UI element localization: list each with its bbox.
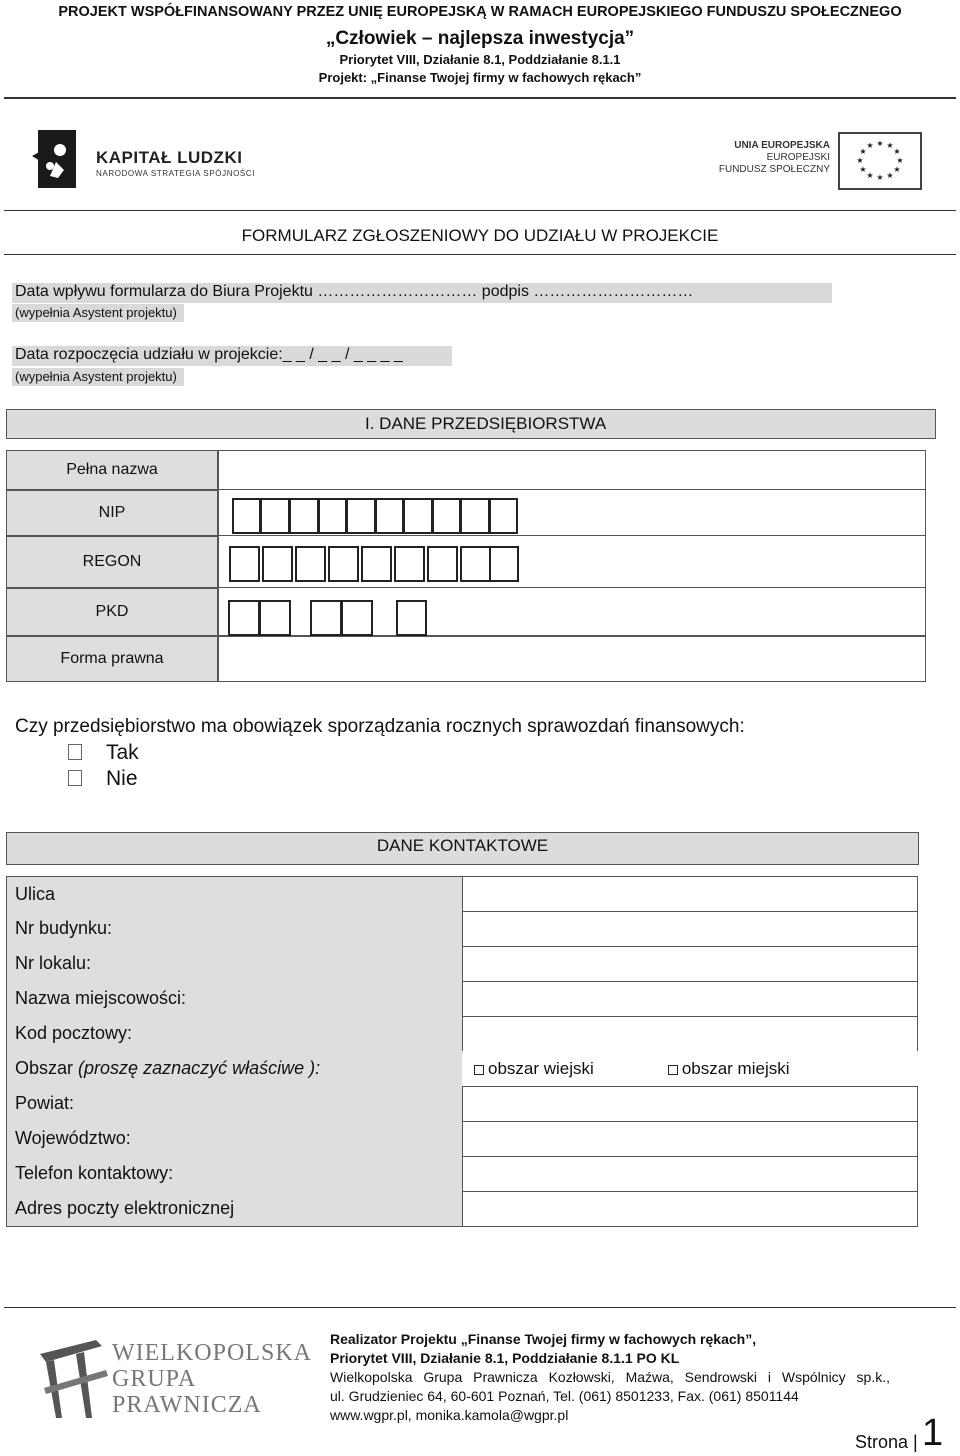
phone-field[interactable] — [462, 1156, 918, 1192]
regon-digit-box[interactable] — [361, 546, 392, 582]
contact-row-phone — [6, 1156, 918, 1192]
label-apartment-no: Nr lokalu: — [6, 946, 462, 982]
legal-form-field[interactable] — [218, 636, 926, 682]
contact-row-building — [6, 911, 918, 947]
nip-digit-box[interactable] — [260, 498, 290, 534]
label-pkd: PKD — [6, 588, 218, 636]
nip-digit-box[interactable] — [489, 498, 518, 534]
logos-divider — [4, 210, 956, 211]
footer-info — [330, 1330, 890, 1425]
contact-row-city — [6, 981, 918, 1017]
svg-text:★: ★ — [886, 171, 894, 180]
financial-report-question: Czy przedsiębiorstwo ma obowiązek sporządzania rocznych sprawozdań finansowych: — [15, 716, 745, 737]
label-district: Powiat: — [6, 1086, 462, 1122]
contact-row-district — [6, 1086, 918, 1122]
checkbox-rural[interactable] — [474, 1065, 484, 1075]
option-tak[interactable]: Tak — [68, 744, 82, 765]
regon-digit-box[interactable] — [460, 546, 491, 582]
district-field[interactable] — [462, 1086, 918, 1122]
option-nie[interactable]: Nie — [68, 770, 82, 791]
nip-digit-box[interactable] — [346, 498, 376, 534]
full-name-field[interactable] — [218, 450, 926, 490]
receipt-note: (wypełnia Asystent projektu) — [15, 305, 177, 320]
svg-text:★: ★ — [859, 165, 867, 174]
eu-line1: UNIA EUROPEJSKA — [734, 140, 830, 151]
start-note: (wypełnia Asystent projektu) — [15, 369, 177, 384]
svg-text:★: ★ — [886, 141, 894, 150]
label-city: Nazwa miejscowości: — [6, 981, 462, 1017]
contact-row-area — [6, 1051, 918, 1087]
receipt-date-line[interactable]: Data wpływu formularza do Biura Projektu ………………………… podpis ………………………… — [15, 283, 694, 300]
contact-row-email — [6, 1191, 918, 1227]
eu-text — [690, 140, 830, 176]
contact-row-apartment — [6, 946, 918, 982]
label-email: Adres poczty elektronicznej — [6, 1191, 462, 1227]
footer-line5: www.wgpr.pl, monika.kamola@wgpr.pl — [330, 1407, 569, 1423]
company-section-header — [6, 409, 936, 439]
regon-digit-box[interactable] — [262, 546, 293, 582]
kl-title: KAPITAŁ LUDZKI — [96, 148, 243, 167]
svg-text:★: ★ — [896, 156, 904, 165]
apartment-no-field[interactable] — [462, 946, 918, 982]
label-full-name: Pełna nazwa — [6, 450, 218, 490]
wgp-logo-icon — [36, 1332, 116, 1420]
contact-row-street — [6, 876, 918, 912]
footer-divider — [4, 1307, 956, 1308]
pkd-digit-box[interactable] — [310, 600, 342, 636]
label-regon: REGON — [6, 536, 218, 588]
checkbox-urban[interactable] — [668, 1065, 678, 1075]
regon-digit-box[interactable] — [427, 546, 458, 582]
contact-section-title: DANE KONTAKTOWE — [376, 836, 549, 855]
start-date-line[interactable]: Data rozpoczęcia udziału w projekcie:_ _ / _ _ / _ _ _ _ — [15, 346, 403, 363]
street-field[interactable] — [462, 876, 918, 912]
svg-text:★: ★ — [866, 141, 874, 150]
project-funding-title: PROJEKT WSPÓŁFINANSOWANY PRZEZ UNIĘ EUROPEJSKĄ W RAMACH EUROPEJSKIEGO FUNDUSZU SPOŁECZNEGO — [58, 4, 902, 20]
contact-row-voivodeship — [6, 1121, 918, 1157]
regon-digit-box[interactable] — [229, 546, 260, 582]
priority-line: Priorytet VIII, Działanie 8.1, Poddziałanie 8.1.1 — [339, 52, 621, 67]
svg-text:★: ★ — [856, 156, 864, 165]
svg-text:★: ★ — [893, 147, 901, 156]
voivodeship-field[interactable] — [462, 1121, 918, 1157]
footer-line1: Realizator Projektu „Finanse Twojej firmy w fachowych rękach”, — [330, 1331, 757, 1347]
slogan: „Człowiek – najlepsza inwestycja” — [325, 28, 635, 49]
company-section-title: I. DANE PRZEDSIĘBIORSTWA — [365, 414, 607, 433]
footer-line2: Priorytet VIII, Działanie 8.1, Poddziałanie 8.1.1 PO KL — [330, 1350, 680, 1366]
svg-text:★: ★ — [893, 165, 901, 174]
kl-subtitle: NARODOWA STRATEGIA SPÓJNOŚCI — [96, 169, 256, 178]
checkbox-nie[interactable] — [68, 770, 82, 786]
title-divider — [4, 254, 956, 255]
eu-line2: EUROPEJSKI — [766, 152, 830, 163]
option-urban[interactable]: obszar miejski — [668, 1059, 790, 1079]
svg-text:★: ★ — [859, 147, 867, 156]
area-hint: (proszę zaznaczyć właściwe ): — [78, 1058, 321, 1078]
label-phone: Telefon kontaktowy: — [6, 1156, 462, 1192]
contact-section-header — [6, 832, 919, 865]
nip-digit-box[interactable] — [432, 498, 461, 534]
regon-digit-box[interactable] — [394, 546, 425, 582]
label-voivodeship: Województwo: — [6, 1121, 462, 1157]
svg-text:★: ★ — [876, 139, 884, 148]
building-no-field[interactable] — [462, 911, 918, 947]
contact-row-postal — [6, 1016, 918, 1052]
nip-digit-box[interactable] — [375, 498, 404, 534]
kapital-ludzki-logo — [30, 126, 80, 192]
pkd-digit-box[interactable] — [396, 600, 427, 636]
footer-line4: ul. Grudzieniec 64, 60-601 Poznań, Tel. (061) 8501233, Fax. (061) 8501144 — [330, 1388, 799, 1404]
area-options — [462, 1051, 918, 1087]
svg-text:★: ★ — [876, 173, 884, 182]
header-divider — [4, 97, 956, 99]
project-name-line: Projekt: „Finanse Twojej firmy w fachowych rękach” — [318, 70, 642, 85]
email-field[interactable] — [462, 1191, 918, 1227]
svg-text:★: ★ — [866, 171, 874, 180]
nip-digit-box[interactable] — [460, 498, 490, 534]
regon-digit-box[interactable] — [328, 546, 359, 582]
eu-line3: FUNDUSZ SPOŁECZNY — [718, 164, 830, 175]
footer-line3: Wielkopolska Grupa Prawnicza Kozłowski, Maźwa, Sendrowski i Wspólnicy sp.k., — [330, 1369, 890, 1385]
regon-digit-box[interactable] — [295, 546, 326, 582]
label-street: Ulica — [6, 876, 462, 912]
eu-flag-icon — [838, 132, 922, 190]
checkbox-tak[interactable] — [68, 744, 82, 760]
postal-code-field[interactable] — [462, 1016, 918, 1052]
label-area: Obszar (proszę zaznaczyć właściwe ): — [6, 1051, 462, 1087]
form-title: FORMULARZ ZGŁOSZENIOWY DO UDZIAŁU W PROJEKCIE — [241, 226, 719, 245]
option-rural[interactable]: obszar wiejski — [474, 1059, 594, 1079]
city-field[interactable] — [462, 981, 918, 1017]
page-label: Strona | — [855, 1432, 918, 1452]
nip-digit-box[interactable] — [403, 498, 433, 534]
nip-digit-box[interactable] — [318, 498, 347, 534]
label-building-no: Nr budynku: — [6, 911, 462, 947]
regon-digit-box[interactable] — [489, 546, 519, 582]
nip-digit-box[interactable] — [232, 498, 261, 534]
label-postal-code: Kod pocztowy: — [6, 1016, 462, 1052]
pkd-digit-box[interactable] — [341, 600, 373, 636]
page-number: 1 — [922, 1412, 944, 1454]
pkd-digit-box[interactable] — [228, 600, 260, 636]
nip-digit-box[interactable] — [289, 498, 319, 534]
label-nip: NIP — [6, 490, 218, 536]
kapital-ludzki-emblem-icon — [30, 126, 80, 192]
label-legal-form: Forma prawna — [6, 636, 218, 682]
wgp-logo-text: WIELKOPOLSKA GRUPA PRAWNICZA — [112, 1340, 312, 1418]
pkd-digit-box[interactable] — [259, 600, 291, 636]
